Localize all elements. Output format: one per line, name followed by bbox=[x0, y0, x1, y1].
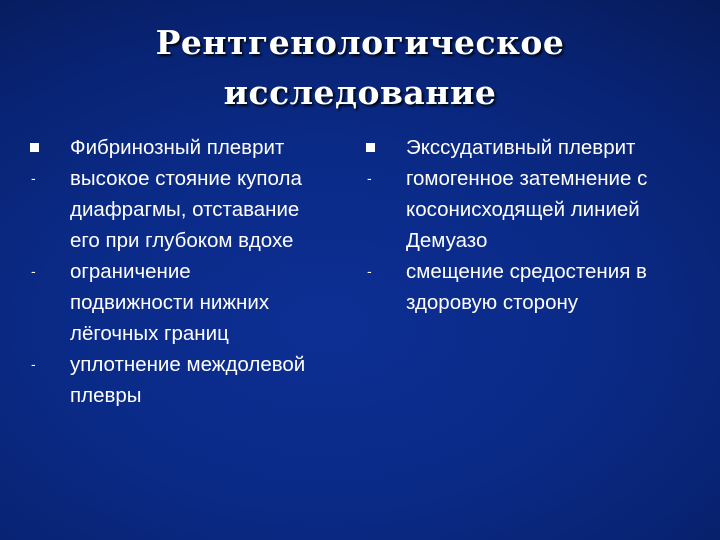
right-item-2-line-1: смещение средостения в bbox=[406, 260, 647, 283]
square-bullet-icon bbox=[30, 143, 39, 152]
left-item-2-line-3: лёгочных границ bbox=[70, 322, 229, 345]
right-item-1-line-2: косонисходящей линией bbox=[406, 198, 640, 221]
right-item-1-line-1: гомогенное затемнение с bbox=[406, 167, 648, 190]
right-list-item bbox=[364, 256, 694, 318]
right-item-2-line-2: здоровую сторону bbox=[406, 291, 579, 314]
left-item-1-line-1: высокое стояние купола bbox=[70, 167, 302, 190]
right-item-1-line-3: Демуазо bbox=[406, 229, 488, 252]
dash-bullet-icon: - bbox=[367, 263, 372, 279]
right-list-item bbox=[364, 163, 694, 256]
left-heading: Фибринозный плеврит bbox=[70, 136, 285, 159]
right-heading-item bbox=[364, 132, 694, 163]
dash-bullet-icon: - bbox=[31, 263, 36, 279]
left-item-2-line-1: ограничение bbox=[70, 260, 191, 283]
left-list-item bbox=[28, 349, 358, 411]
right-heading: Экссудативный плеврит bbox=[406, 136, 636, 159]
left-item-3-line-1: уплотнение междолевой bbox=[70, 353, 306, 376]
title-line-2: исследование bbox=[223, 73, 497, 112]
dash-bullet-icon: - bbox=[367, 170, 372, 186]
title-line-1: Рентгенологическое bbox=[155, 23, 565, 62]
left-column bbox=[28, 132, 358, 411]
right-column bbox=[364, 132, 694, 318]
left-heading-item bbox=[28, 132, 358, 163]
left-item-3-line-2: плевры bbox=[70, 384, 142, 407]
left-list-item bbox=[28, 256, 358, 349]
dash-bullet-icon: - bbox=[31, 356, 36, 372]
dash-bullet-icon: - bbox=[31, 170, 36, 186]
square-bullet-icon bbox=[366, 143, 375, 152]
left-item-1-line-3: его при глубоком вдохе bbox=[70, 229, 294, 252]
left-list-item bbox=[28, 163, 358, 256]
slide-title bbox=[0, 18, 720, 118]
left-item-1-line-2: диафрагмы, отставание bbox=[70, 198, 300, 221]
left-item-2-line-2: подвижности нижних bbox=[70, 291, 270, 314]
